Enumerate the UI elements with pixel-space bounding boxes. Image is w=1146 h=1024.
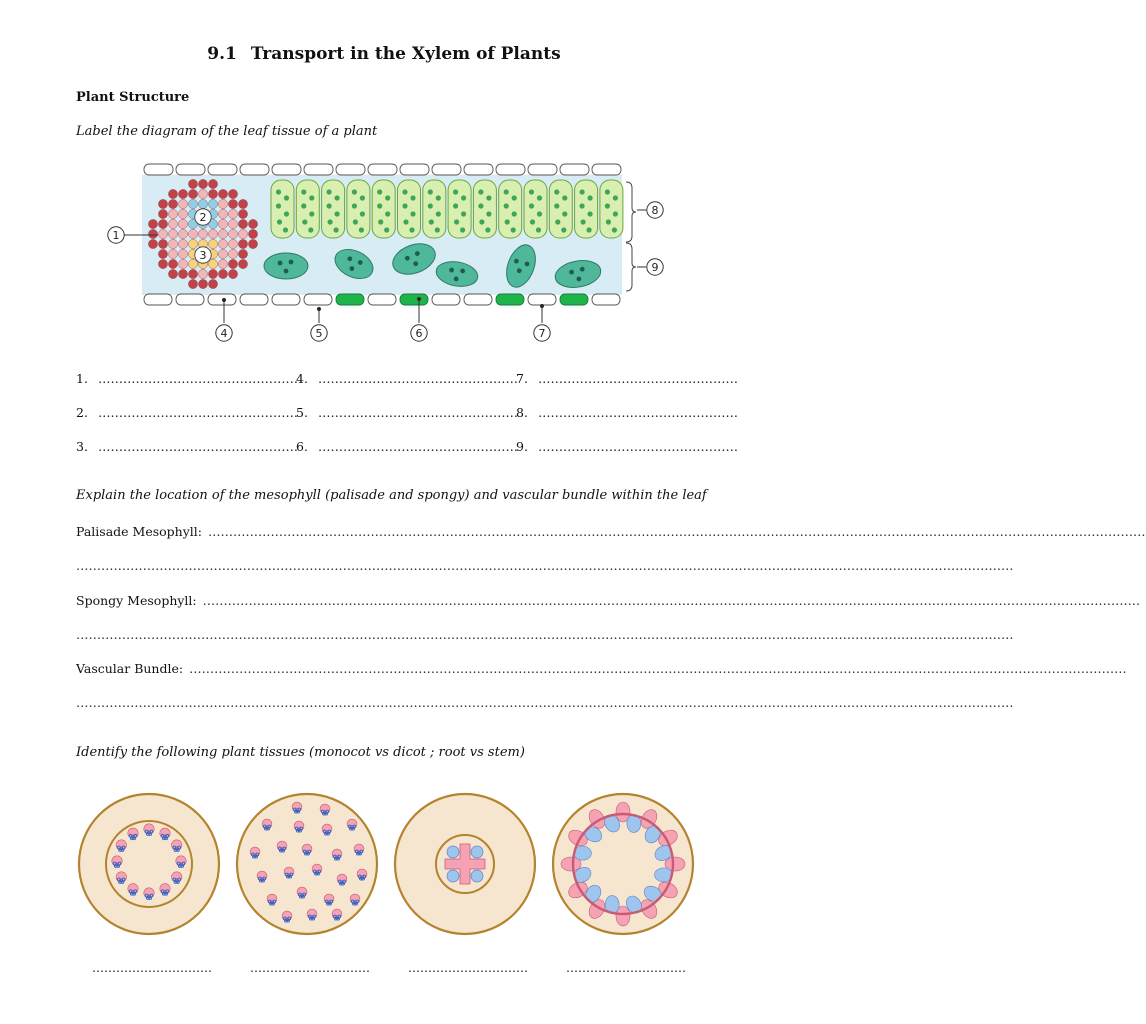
epidermis-cell <box>208 164 237 175</box>
bundle-cell <box>188 229 197 238</box>
bundle-cell <box>208 239 217 248</box>
bundle-cell <box>218 199 227 208</box>
callout-number: 1 <box>112 229 120 242</box>
chloroplast <box>580 189 585 194</box>
chloroplast <box>276 189 281 194</box>
epidermis-cell <box>176 164 205 175</box>
chloroplast <box>428 189 433 194</box>
vascular-continuation-line[interactable]: ……………………………………………………………………………………………………………………………………………………………………………………………………… <box>76 695 1014 710</box>
chloroplast <box>613 211 618 216</box>
chloroplast <box>327 203 332 208</box>
epidermis-cell <box>368 294 396 305</box>
leaf-cross-section-diagram <box>0 150 768 350</box>
chloroplast <box>284 211 289 216</box>
bundle-cell <box>238 259 247 268</box>
answer-blank-7[interactable]: 7. ………………………………………… <box>516 371 738 386</box>
epidermis-cell <box>368 164 397 175</box>
bundle-cell <box>198 279 207 288</box>
guard-cell <box>560 294 588 305</box>
chloroplast <box>436 195 441 200</box>
callout-number: 5 <box>315 327 323 340</box>
chloroplast <box>613 195 618 200</box>
chloroplast <box>486 195 491 200</box>
chloroplast <box>529 203 534 208</box>
epidermis-cell <box>304 164 333 175</box>
bundle-cell <box>178 189 187 198</box>
bundle-cell <box>248 219 257 228</box>
chloroplast <box>505 219 510 224</box>
bundle-cell <box>208 179 217 188</box>
vascular-answer-line[interactable]: Vascular Bundle: ……………………………………………………………………………………………………………………………………………………………………………………………………… <box>76 661 1127 676</box>
chloroplast <box>429 219 434 224</box>
bundle-cell <box>188 179 197 188</box>
tissue-diagram-2 <box>237 794 377 934</box>
bundle-cell <box>218 239 227 248</box>
chloroplast <box>460 227 465 232</box>
bundle-cell <box>188 189 197 198</box>
epidermis-cell <box>560 164 589 175</box>
chloroplast <box>554 203 559 208</box>
chloroplast <box>410 211 415 216</box>
epidermis-cell <box>592 294 620 305</box>
bundle-cell <box>168 219 177 228</box>
phloem <box>471 870 483 882</box>
callout-number: 9 <box>651 261 659 274</box>
chloroplast <box>352 189 357 194</box>
guard-cell <box>336 294 364 305</box>
bundle-cell <box>188 239 197 248</box>
section-heading-plant-structure: Plant Structure <box>76 90 190 105</box>
bundle-cell <box>218 229 227 238</box>
palisade-cell <box>600 180 623 238</box>
bundle-cell <box>178 229 187 238</box>
bundle-cell <box>218 259 227 268</box>
chloroplast <box>334 227 339 232</box>
chloroplast <box>327 189 332 194</box>
bundle-cell <box>208 189 217 198</box>
chloroplast <box>283 227 288 232</box>
callout-number: 3 <box>199 249 207 262</box>
chloroplast <box>461 195 466 200</box>
bundle-cell <box>158 219 167 228</box>
chloroplast <box>605 189 610 194</box>
epidermis-cell <box>432 294 460 305</box>
tissue-answer-blank-4[interactable]: ………………………… <box>566 961 686 975</box>
bundle-cell <box>198 179 207 188</box>
bundle-cell <box>208 259 217 268</box>
bundle-cell <box>208 229 217 238</box>
epidermis-cell <box>240 294 268 305</box>
bundle-cell <box>178 199 187 208</box>
instruction-explain-location: Explain the location of the mesophyll (palisade and spongy) and vascular bundle within the leaf <box>76 488 707 503</box>
bundle-cell <box>148 229 157 238</box>
callout-number: 4 <box>220 327 228 340</box>
palisade-cell <box>271 180 294 238</box>
chloroplast <box>537 195 542 200</box>
chloroplast <box>588 195 593 200</box>
chloroplast <box>284 269 289 274</box>
chloroplast <box>385 211 390 216</box>
chloroplast <box>284 195 289 200</box>
bundle-cell <box>158 209 167 218</box>
guard-cell <box>400 294 428 305</box>
bundle-cell <box>228 239 237 248</box>
answer-blank-9[interactable]: 9. ………………………………………… <box>516 439 738 454</box>
epidermis-cell <box>464 164 493 175</box>
spongy-cell <box>264 253 308 279</box>
callout-number: 8 <box>651 204 659 217</box>
epidermis-cell <box>144 164 173 175</box>
palisade-bracket <box>626 182 636 242</box>
palisade-cell <box>322 180 345 238</box>
bundle-cell <box>228 259 237 268</box>
chloroplast <box>410 195 415 200</box>
chloroplast <box>504 189 509 194</box>
bundle-cell <box>238 229 247 238</box>
chloroplast <box>377 203 382 208</box>
bundle-cell <box>218 189 227 198</box>
chloroplast <box>436 211 441 216</box>
bundle-cell <box>168 189 177 198</box>
palisade-cell <box>575 180 598 238</box>
bundle-cell <box>198 229 207 238</box>
palisade-cell <box>448 180 471 238</box>
palisade-continuation-line[interactable]: ……………………………………………………………………………………………………………………………………………………………………………………………………… <box>76 558 1014 573</box>
bundle-cell <box>168 259 177 268</box>
epidermis-cell <box>336 164 365 175</box>
epidermis-cell <box>144 294 172 305</box>
chloroplast <box>561 227 566 232</box>
chloroplast <box>302 219 307 224</box>
chloroplast <box>378 219 383 224</box>
epidermis-cell <box>464 294 492 305</box>
callout-number: 7 <box>538 327 546 340</box>
palisade-cell <box>499 180 522 238</box>
chloroplast <box>461 211 466 216</box>
chloroplast <box>385 195 390 200</box>
chloroplast <box>435 227 440 232</box>
palisade-cell <box>296 180 319 238</box>
tissue-answer-blank-1[interactable]: ………………………… <box>92 961 212 975</box>
chloroplast <box>384 227 389 232</box>
bundle-cell <box>208 199 217 208</box>
bundle-cell <box>208 279 217 288</box>
chloroplast <box>335 195 340 200</box>
bundle-cell <box>228 189 237 198</box>
bundle-cell <box>178 259 187 268</box>
bundle-cell <box>158 249 167 258</box>
chloroplast <box>537 211 542 216</box>
epidermis-cell <box>528 164 557 175</box>
answer-blank-2[interactable]: 2. ………………………………………… <box>76 405 298 420</box>
bundle-cell <box>198 269 207 278</box>
chloroplast <box>335 211 340 216</box>
bundle-cell <box>168 249 177 258</box>
chloroplast <box>605 203 610 208</box>
page-title <box>0 44 768 64</box>
chloroplast <box>511 227 516 232</box>
chloroplast <box>562 195 567 200</box>
chloroplast <box>587 227 592 232</box>
upper-epidermis <box>144 164 621 175</box>
chloroplast <box>588 211 593 216</box>
chloroplast <box>403 219 408 224</box>
chloroplast <box>453 203 458 208</box>
chloroplast <box>353 219 358 224</box>
bundle-cell <box>228 249 237 258</box>
chloroplast <box>485 227 490 232</box>
bundle-cell <box>158 239 167 248</box>
chloroplast <box>359 227 364 232</box>
chloroplast <box>377 189 382 194</box>
bundle-cell <box>218 249 227 258</box>
bundle-cell <box>228 229 237 238</box>
bundle-cell <box>188 279 197 288</box>
palisade-cell <box>372 180 395 238</box>
chloroplast <box>478 203 483 208</box>
bundle-cell <box>168 269 177 278</box>
bundle-cell <box>238 219 247 228</box>
chloroplast <box>530 219 535 224</box>
chloroplast <box>352 203 357 208</box>
chloroplast <box>479 219 484 224</box>
chloroplast <box>612 227 617 232</box>
answer-blank-1[interactable]: 1. ………………………………………… <box>76 371 298 386</box>
instruction-identify-tissues: Identify the following plant tissues (monocot vs dicot ; root vs stem) <box>76 745 525 760</box>
epidermis-cell <box>592 164 621 175</box>
bundle-cell <box>188 259 197 268</box>
chloroplast <box>309 211 314 216</box>
answer-blank-5[interactable]: 5. ………………………………………… <box>296 405 518 420</box>
instruction-label-diagram: Label the diagram of the leaf tissue of a plant <box>76 124 378 139</box>
palisade-cell <box>423 180 446 238</box>
section-number: 9.1 <box>207 44 237 64</box>
phloem <box>471 846 483 858</box>
bundle-cell <box>218 209 227 218</box>
answer-blank-6[interactable]: 6. ………………………………………… <box>296 439 518 454</box>
chloroplast <box>360 211 365 216</box>
chloroplast <box>277 219 282 224</box>
chloroplast <box>360 195 365 200</box>
epidermis-cell <box>400 164 429 175</box>
bundle-cell <box>228 269 237 278</box>
bundle-cell <box>248 229 257 238</box>
chloroplast <box>555 219 560 224</box>
bundle-cell <box>218 219 227 228</box>
vascular-label: Vascular Bundle: <box>76 661 184 676</box>
title-text: Transport in the Xylem of Plants <box>250 44 561 64</box>
palisade-cell <box>347 180 370 238</box>
chloroplast <box>536 227 541 232</box>
chloroplast <box>402 203 407 208</box>
chloroplast <box>289 260 294 265</box>
epidermis-cell <box>432 164 461 175</box>
chloroplast <box>278 261 283 266</box>
epidermis-cell <box>272 164 301 175</box>
bundle-cell <box>208 269 217 278</box>
epidermis-cell <box>496 164 525 175</box>
tissue-outline <box>79 794 219 934</box>
bundle-cell <box>178 269 187 278</box>
bundle-cell <box>158 199 167 208</box>
tissue-answer-blank-3[interactable]: ………………………… <box>408 961 528 975</box>
spongy-label: Spongy Mesophyll: <box>76 593 197 608</box>
answer-blank-3[interactable]: 3. ………………………………………… <box>76 439 298 454</box>
chloroplast <box>581 219 586 224</box>
tissue-diagram-4 <box>553 794 693 934</box>
bundle-cell <box>248 239 257 248</box>
epidermis-cell <box>176 294 204 305</box>
bundle-cell <box>178 219 187 228</box>
bundle-cell <box>168 239 177 248</box>
bundle-cell <box>218 269 227 278</box>
tissue-answer-blank-2[interactable]: ………………………… <box>250 961 370 975</box>
chloroplast <box>402 189 407 194</box>
plant-tissue-diagrams <box>0 780 768 950</box>
chloroplast <box>504 203 509 208</box>
phloem <box>447 870 459 882</box>
bundle-cell <box>238 209 247 218</box>
bundle-cell <box>148 219 157 228</box>
chloroplast <box>554 189 559 194</box>
chloroplast <box>301 189 306 194</box>
chloroplast <box>428 203 433 208</box>
chloroplast <box>562 211 567 216</box>
bundle-cell <box>148 239 157 248</box>
chloroplast <box>580 203 585 208</box>
bundle-cell <box>168 229 177 238</box>
chloroplast <box>512 195 517 200</box>
bundle-cell <box>178 249 187 258</box>
chloroplast <box>328 219 333 224</box>
answer-blank-4[interactable]: 4. ………………………………………… <box>296 371 518 386</box>
callout-number: 2 <box>199 211 207 224</box>
bundle-cell <box>238 199 247 208</box>
chloroplast <box>409 227 414 232</box>
spongy-answer-line[interactable]: Spongy Mesophyll: ……………………………………………………………………………………………………………………………………………………………………………………………………… <box>76 593 1141 608</box>
spongy-cell-body <box>264 253 308 279</box>
chloroplast <box>309 195 314 200</box>
chloroplast <box>486 211 491 216</box>
bundle-cell <box>238 249 247 258</box>
palisade-cell <box>524 180 547 238</box>
palisade-cell <box>549 180 572 238</box>
chloroplast <box>276 203 281 208</box>
epidermis-cell <box>304 294 332 305</box>
chloroplast <box>453 189 458 194</box>
bundle-cell <box>228 199 237 208</box>
bundle-cell <box>158 259 167 268</box>
tissue-diagram-1 <box>79 794 219 934</box>
bundle-cell <box>188 269 197 278</box>
spongy-bracket <box>626 243 636 291</box>
chloroplast <box>301 203 306 208</box>
chloroplast <box>308 227 313 232</box>
bundle-cell <box>168 209 177 218</box>
guard-cell <box>496 294 524 305</box>
chloroplast <box>606 219 611 224</box>
bundle-cell <box>158 229 167 238</box>
palisade-cell <box>473 180 496 238</box>
bundle-cell <box>228 219 237 228</box>
bundle-cell <box>198 199 207 208</box>
bundle-cell <box>198 189 207 198</box>
epidermis-cell <box>272 294 300 305</box>
palisade-cell <box>398 180 421 238</box>
callout-number: 6 <box>415 327 423 340</box>
chloroplast <box>529 189 534 194</box>
palisade-answer-line[interactable]: Palisade Mesophyll: ……………………………………………………………………………………………………………………………………………………………………………………………………… <box>76 524 1146 539</box>
epidermis-cell <box>528 294 556 305</box>
chloroplast <box>512 211 517 216</box>
lower-epidermis <box>144 294 620 305</box>
spongy-continuation-line[interactable]: ……………………………………………………………………………………………………………………………………………………………………………………………………… <box>76 627 1014 642</box>
bundle-cell <box>178 209 187 218</box>
phloem <box>447 846 459 858</box>
palisade-label: Palisade Mesophyll: <box>76 524 202 539</box>
bundle-cell <box>238 239 247 248</box>
chloroplast <box>478 189 483 194</box>
epidermis-cell <box>240 164 269 175</box>
chloroplast <box>454 219 459 224</box>
tissue-diagram-3 <box>395 794 535 934</box>
bundle-cell <box>178 239 187 248</box>
bundle-cell <box>188 199 197 208</box>
answer-blank-8[interactable]: 8. ………………………………………… <box>516 405 738 420</box>
bundle-cell <box>168 199 177 208</box>
bundle-cell <box>228 209 237 218</box>
